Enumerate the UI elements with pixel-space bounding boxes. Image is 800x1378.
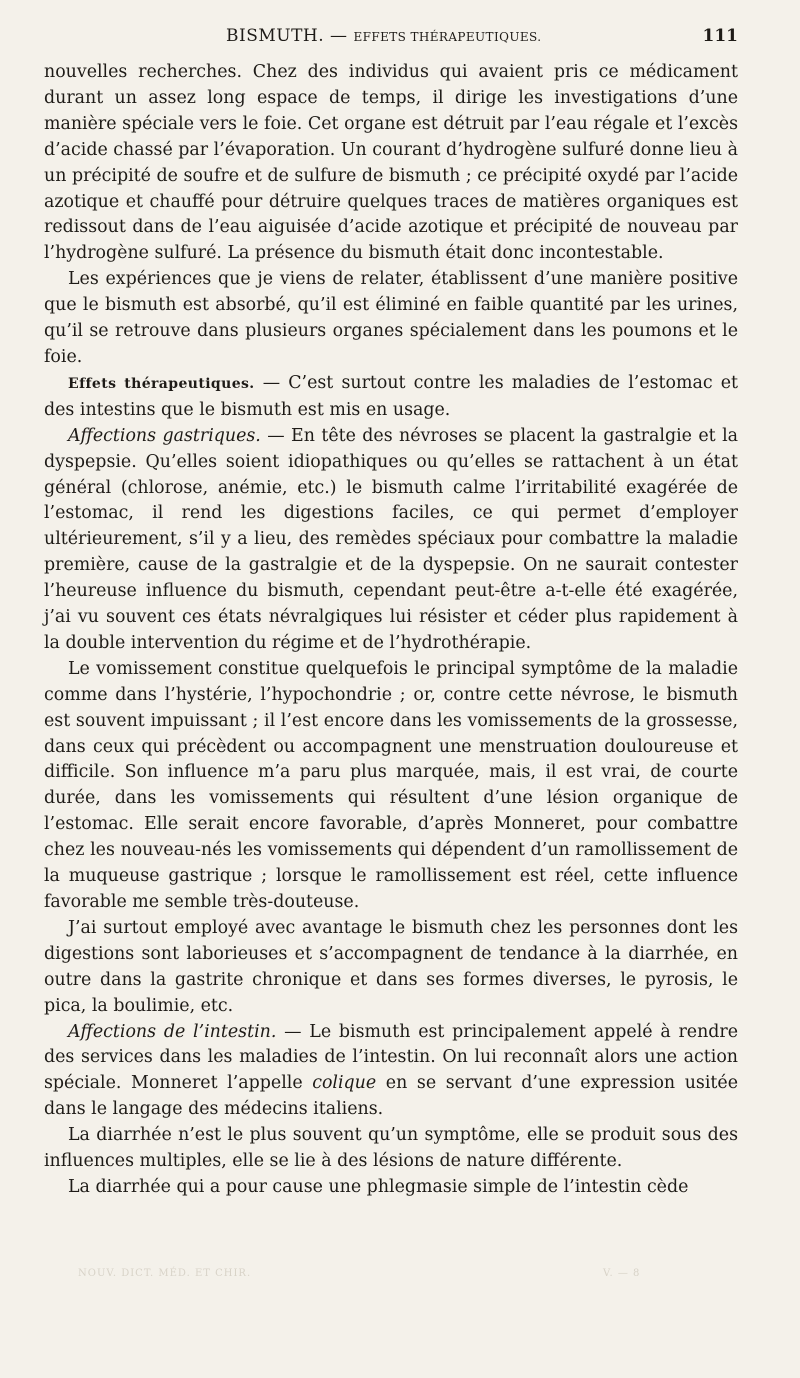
running-title-sub: EFFETS THÉRAPEUTIQUES. [353,30,542,44]
paragraph-digestions: J’ai surtout employé avec avantage le bismuth chez les personnes dont les digestions sont laborieuses et s’accompagnent de tendance à la diarrhée, en outre dans la gastrite chronique et dans ses formes diverses, le pyrosis, le pica, la boulimie, etc. [44,917,738,1016]
paragraph-diarrhee-symptome: La diarrhée n’est le plus souvent qu’un symptôme, elle se produit sous des influences multiples, elle se lie à des lésions de nature différente. [44,1125,738,1172]
paragraph-affections-intestin [44,1020,738,1124]
running-title-main: BISMUTH. [226,26,325,46]
paragraph-diarrhee-phlegmasie: La diarrhée qui a pour cause une phlegmasie simple de l’intestin cède [68,1176,689,1197]
paragraph-text: — En tête des névroses se placent la gastralgie et la dyspepsie. Qu’elles soient idiopathiques ou qu’elles se rattachent à un état général (chlorose, anémie, etc.) le bismuth calme l’irritabilité exagérée de l’estomac, il rend les digestions faciles, ce qui permet d’employer ultérieurement, s’il y a lieu, des remèdes spéciaux pour combattre la maladie première, cause de la gastralgie et de la dyspepsie. On ne saurait contester l’heureuse influence du bismuth, cependant peut-être a-t-elle été exagérée, j’ai vu souvent ces états névralgiques lui résister et céder plus rapidement à la double intervention du régime et de l’hydrothérapie. [44,425,738,653]
section-heading-intestin: Affections de l’intestin. [68,1021,277,1042]
section-heading-gastriques: Affections gastriques. [68,425,261,446]
paragraph-affections-gastriques [44,424,738,657]
paragraph-experiences: Les expériences que je viens de relater, établissent d’une manière positive que le bismuth est absorbé, qu’il est éliminé en faible quantité par les urines, qu’il se retrouve dans plusieurs organes spécialement dans les poumons et le foie. [44,269,738,367]
paragraph-vomissement: Le vomissement constitue quelquefois le principal symptôme de la maladie comme dans l’hystérie, l’hypochondrie ; or, contre cette névrose, le bismuth est souvent impuissant ; il l’est encore dans les vomissements de la grossesse, dans ceux qui précèdent ou accompagnent une menstruation douloureuse et difficile. Son influence m’a paru plus marquée, mais, il est vrai, de courte durée, dans les vomissements qui résultent d’une lésion organique de l’estomac. Elle serait encore favorable, d’après Monneret, pour combattre chez les nouveau-nés les vomissements qui dépendent d’un ramollissement de la muqueuse gastrique ; lorsque le ramollissement est réel, cette influence favorable me semble très-douteuse. [44,658,738,912]
paragraph-text: — Le bismuth est principalement appelé à rendre des services dans les maladies de l’intestin. On lui reconnaît alors une action spéciale. Monneret l’appelle [44,1021,739,1094]
paragraph-text: — C’est surtout contre les maladies de l’estomac et des intestins que le bismuth est mis en usage. [44,372,738,420]
page-number: 111 [702,26,738,46]
paragraph-effets-therapeutiques [44,371,738,424]
section-heading-effets: Effets thérapeutiques. [68,375,255,392]
running-title-dash: — [324,26,354,46]
body-text [44,60,738,1201]
footer-left: NOUV. DICT. MÉD. ET CHIR. [78,1268,252,1279]
paragraph-text: en se servant d’une expression usitée dans le langage des médecins italiens. [44,1073,738,1120]
running-header [44,26,738,54]
paragraph-continuation: nouvelles recherches. Chez des individus qui avaient pris ce médicament durant un assez long espace de temps, il dirige les investigations d’une manière spéciale vers le foie. Cet organe est détruit par l’eau régale et l’excès d’acide chassé par l’évaporation. Un courant d’hydrogène sulfuré donne lieu à un précipité de soufre et de sulfure de bismuth ; ce précipité oxydé par l’acide azotique et chauffé pour détruire quelques traces de matières organiques est redissout dans de l’eau aiguisée d’acide azotique et précipité de nouveau par l’hydrogène sulfuré. La présence du bismuth était donc incontestable. [44,62,738,264]
emphasis-colique: colique [312,1073,377,1094]
running-title [226,26,541,46]
footer-right: V. — 8 [603,1268,641,1279]
